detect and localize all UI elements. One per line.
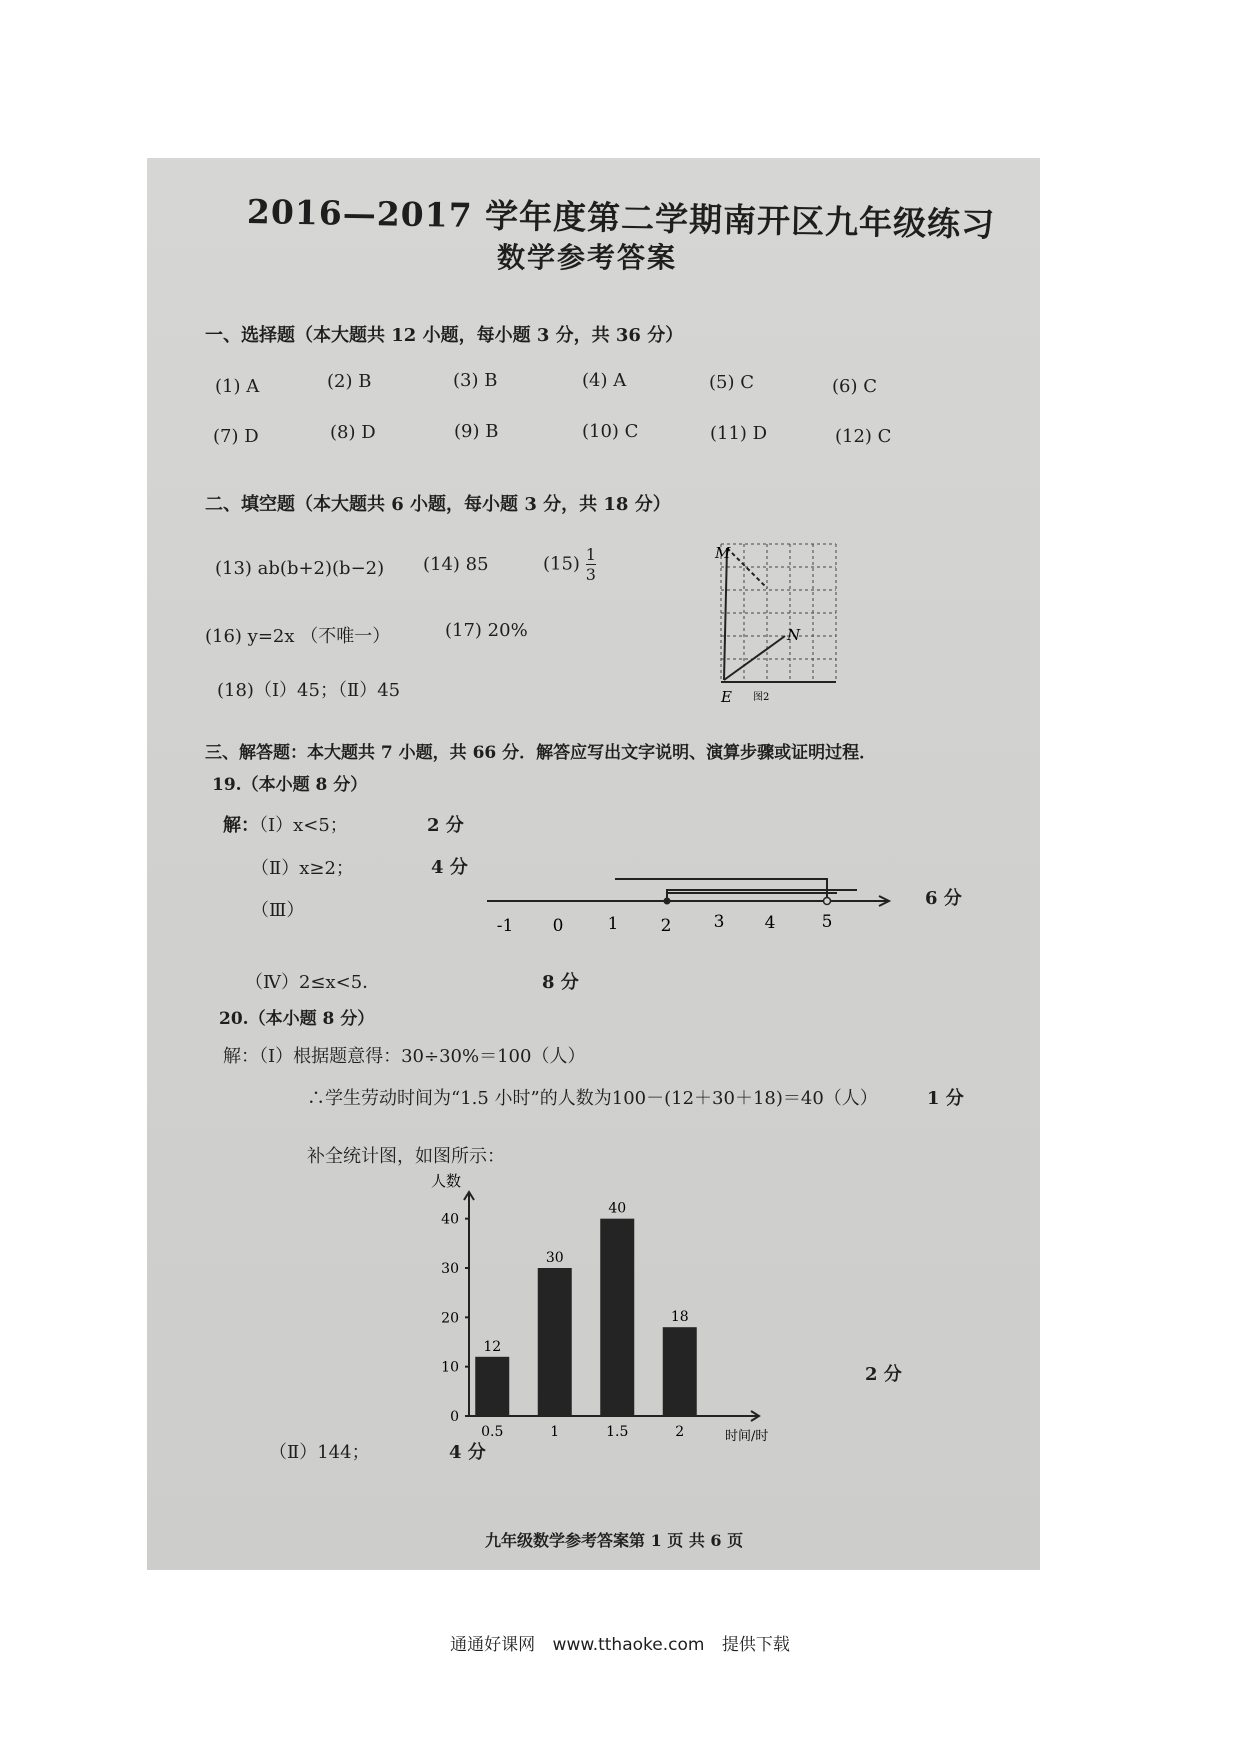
score-label: 6 分 [925,888,962,909]
score-label: 2 分 [427,815,464,836]
bar-value-label: 18 [670,1309,689,1326]
fraction-numerator: 1 [585,545,596,564]
page-subtitle: 数学参考答案 [497,241,678,274]
download-credit [0,1630,1240,1655]
tick-label: 3 [713,912,725,932]
answer-item: (9) B [454,421,499,442]
q20-part-1: 解：（Ⅰ）根据题意得：30÷30%＝100（人） [223,1046,586,1067]
y-tick-label: 30 [441,1261,459,1277]
bar-chart [417,1166,777,1466]
question-19-title: 19.（本小题 8 分） [212,775,368,795]
section-3-heading: 三、解答题：本大题共 7 小题，共 66 分．解答应写出文字说明、演算步骤或证明过程． [205,743,877,763]
number-line-ticks [497,912,833,936]
answer-16: (16) y=2x （不唯一） [205,626,391,647]
answer-item: (6) C [832,376,877,397]
credit-action: 提供下载 [721,1635,790,1655]
question-20-title: 20.（本小题 8 分） [219,1009,375,1029]
solution-set-brackets [615,879,857,901]
q19-part-4: （Ⅳ）2≤x<5． [245,972,381,993]
chart-x-label: 时间/时 [725,1429,769,1444]
answer-14: (14) 85 [423,554,489,575]
tick-label: 4 [764,913,776,933]
x-tick-label: 1.5 [606,1424,629,1440]
section-1-heading: 一、选择题（本大题共 12 小题，每小题 3 分，共 36 分） [205,325,684,346]
score-label: 2 分 [865,1364,902,1385]
label-n: N [787,626,801,644]
answer-17: (17) 20% [445,620,528,641]
figure-segments [721,548,836,682]
answer-18: (18)（Ⅰ）45；（Ⅱ）45 [217,680,401,701]
grid-figure [709,536,849,706]
bar [475,1357,509,1416]
answer-item: (7) D [213,426,259,447]
q20-part-2: （Ⅱ）144； [269,1442,370,1463]
score-label: 1 分 [927,1088,964,1109]
open-point-icon [824,898,831,905]
x-tick-label: 1 [550,1424,560,1440]
y-tick-label: 40 [441,1211,459,1228]
closed-point-icon [664,898,671,905]
answer-item: (12) C [835,426,892,447]
bar [600,1219,634,1416]
bar [538,1268,572,1416]
answer-13: (13) ab(b+2)(b−2) [215,558,385,579]
q19-part-3: （Ⅲ） [251,900,305,921]
bar-value-label: 40 [608,1200,627,1217]
q19-part-1 [223,811,348,837]
scanned-answer-sheet [147,158,1040,1570]
answer-item: (8) D [330,422,376,443]
solution-prefix: 解： [223,815,259,836]
number-line [487,863,907,953]
answer-15 [543,546,596,583]
q20-part-1-line-2: ∴学生劳动时间为“1.5 小时”的人数为100－(12＋30＋18)＝40（人） [307,1088,878,1109]
answer-item: (4) A [582,370,627,391]
page-footer: 九年级数学参考答案第 1 页 共 6 页 [485,1531,744,1550]
grid-lines [721,544,836,682]
answer-item: (2) B [327,371,372,392]
label-m: M [715,544,731,562]
bar-value-label: 12 [483,1338,502,1355]
tick-label: 1 [607,914,619,934]
bar-value-label: 30 [545,1250,564,1266]
x-tick-label: 2 [675,1424,685,1440]
section-2-heading: 二、填空题（本大题共 6 小题，每小题 3 分，共 18 分） [205,494,671,515]
score-label: 4 分 [449,1442,486,1463]
tick-label: -1 [496,916,514,936]
figure-caption: 图2 [753,692,770,703]
fraction-denominator: 3 [585,564,596,584]
chart-y-label: 人数 [431,1172,462,1190]
tick-label: 2 [660,916,672,936]
credit-site-name: 通通好课网 [450,1635,536,1655]
tick-label: 5 [821,912,833,932]
q20-part-1-line-3: 补全统计图，如图所示： [307,1146,505,1167]
y-tick-label: 20 [441,1310,459,1327]
fraction [586,546,596,583]
tick-label: 0 [552,916,564,936]
score-label: 8 分 [542,972,579,993]
credit-url[interactable]: www.tthaoke.com [552,1635,705,1655]
q19-part-2: （Ⅱ）x≥2； [251,858,354,879]
chart-marks [441,1201,697,1440]
answer-item: (3) B [453,370,498,391]
answer-item: (11) D [710,423,768,444]
bar [663,1327,697,1416]
q19-part-1-text: （Ⅰ）x<5； [259,815,348,836]
answer-item: (5) C [709,372,754,393]
score-label: 4 分 [431,857,468,878]
page-title: 2016—2017 学年度第二学期南开区九年级练习 [246,192,996,245]
x-tick-label: 0.5 [481,1424,504,1440]
answer-item: (1) A [215,376,260,397]
y-tick-label: 0 [450,1409,459,1425]
y-tick-label: 10 [441,1359,459,1376]
answer-item: (10) C [582,421,639,442]
answer-15-label: (15) [543,553,580,575]
label-e: E [721,688,732,706]
